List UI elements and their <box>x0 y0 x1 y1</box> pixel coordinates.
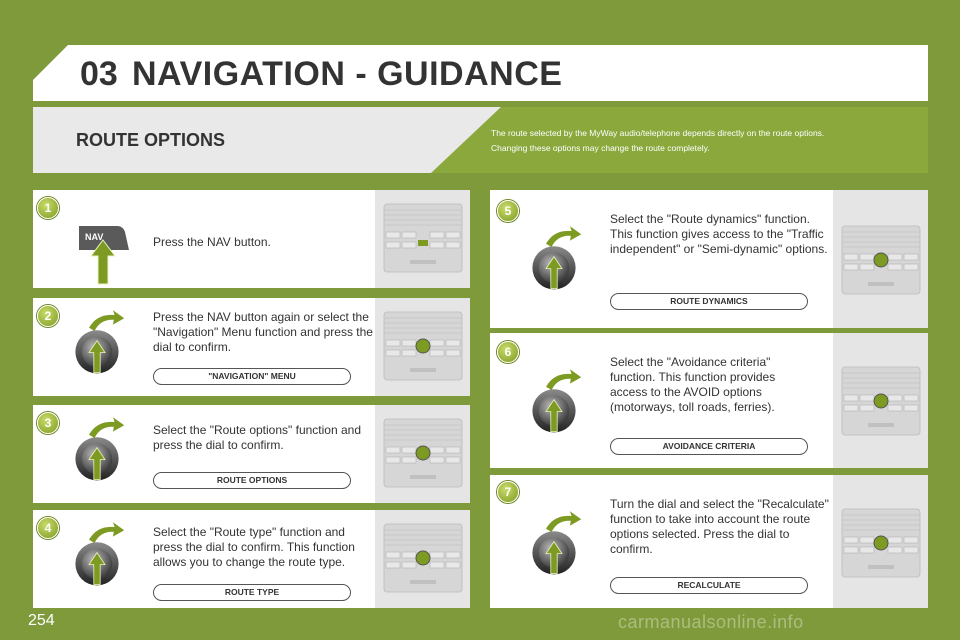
step-2-menu-label: "NAVIGATION" MENU <box>153 368 351 385</box>
page-title: NAVIGATION - GUIDANCE <box>132 55 563 93</box>
dial-icon <box>530 503 602 593</box>
step-7-number-badge: 7 <box>497 481 519 503</box>
step-3-menu-label: ROUTE OPTIONS <box>153 472 351 489</box>
step-7 <box>490 475 928 608</box>
dial-icon <box>73 302 145 392</box>
step-5-menu-label: ROUTE DYNAMICS <box>610 293 808 310</box>
step-3 <box>33 405 470 503</box>
banner-note-line-2: Changing these options may change the route completely. <box>491 143 710 153</box>
step-1 <box>33 190 470 288</box>
dial-icon <box>73 409 145 499</box>
dial-icon <box>73 514 145 604</box>
step-5-number-badge: 5 <box>497 200 519 222</box>
step-4-text: Select the "Route type" function and press the dial to confirm. This function allows you to change the route type. <box>153 525 355 569</box>
step-5 <box>490 190 928 328</box>
step-7-text: Turn the dial and select the "Recalculate" function to take into account the route options selected. Press the dial to confirm. <box>610 497 829 556</box>
dial-icon <box>530 361 602 451</box>
radio-panel-illustration <box>378 310 468 382</box>
step-6-text: Select the "Avoidance criteria" function. This function provides access to the AVOID options (motorways, toll roads, ferries). <box>610 355 776 414</box>
dial-icon <box>530 218 602 308</box>
nav-button-label: NAV <box>85 232 104 242</box>
radio-panel-illustration <box>836 224 926 296</box>
step-5-text: Select the "Route dynamics" function. This function gives access to the "Traffic independent" or "Semi-dynamic" options. <box>610 212 828 256</box>
radio-panel-illustration <box>378 417 468 489</box>
step-2-text: Press the NAV button again or select the "Navigation" Menu function and press the dial to confirm. <box>153 310 373 354</box>
section-title: ROUTE OPTIONS <box>76 130 226 150</box>
step-1-number-badge: 1 <box>37 197 59 219</box>
radio-panel-illustration <box>378 202 468 274</box>
step-6 <box>490 333 928 468</box>
step-3-number-badge: 3 <box>37 412 59 434</box>
step-4 <box>33 510 470 608</box>
banner-note <box>491 126 891 156</box>
step-2-number-badge: 2 <box>37 305 59 327</box>
step-3-text: Select the "Route options" function and press the dial to confirm. <box>153 423 361 452</box>
step-7-menu-label: RECALCULATE <box>610 577 808 594</box>
step-4-number-badge: 4 <box>37 517 59 539</box>
step-2 <box>33 298 470 396</box>
chapter-number: 03 <box>80 55 118 93</box>
step-4-menu-label: ROUTE TYPE <box>153 584 351 601</box>
radio-panel-illustration <box>378 522 468 594</box>
nav-button-icon <box>73 218 133 288</box>
route-options-banner <box>33 107 928 173</box>
banner-note-line-1: The route selected by the MyWay audio/telephone depends directly on the route options. <box>491 128 825 138</box>
watermark: carmanualsonline.info <box>618 612 804 632</box>
step-6-number-badge: 6 <box>497 341 519 363</box>
radio-panel-illustration <box>836 365 926 437</box>
radio-panel-illustration <box>836 507 926 579</box>
page-number: 254 <box>28 612 55 629</box>
step-1-text: Press the NAV button. <box>153 235 271 249</box>
step-6-menu-label: AVOIDANCE CRITERIA <box>610 438 808 455</box>
